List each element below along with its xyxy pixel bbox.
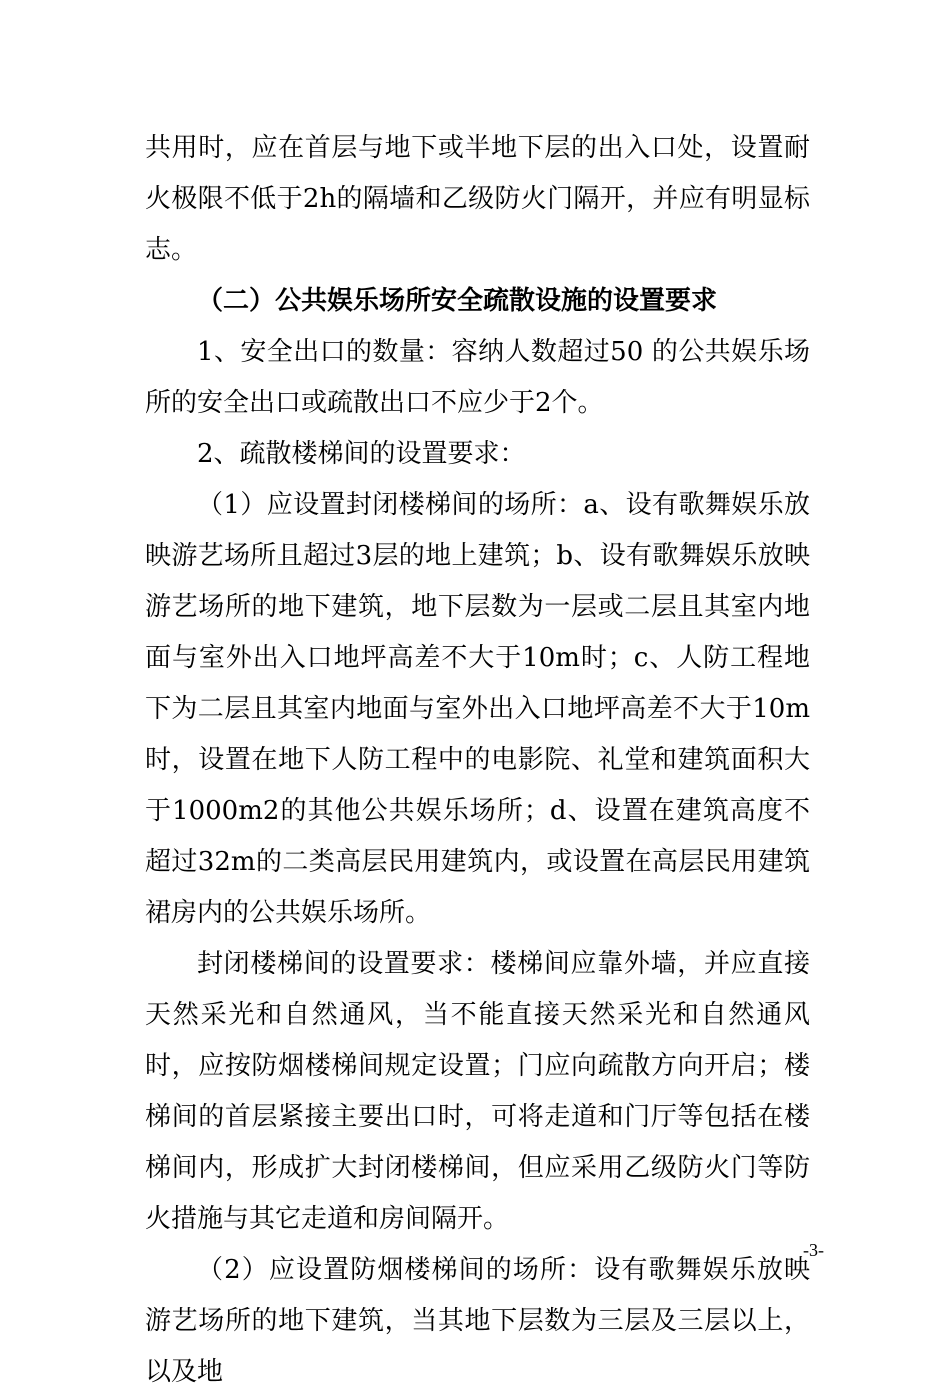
page-number: -3-: [803, 1240, 824, 1260]
section-heading: （二）公共娱乐场所安全疏散设施的设置要求: [197, 286, 718, 316]
paragraph-continuation: 共用时，应在首层与地下或半地下层的出入口处，设置耐火极限不低于2h的隔墙和乙级防火门隔开，并应有明显标志。: [145, 133, 810, 265]
paragraph-stair-requirements: 2、疏散楼梯间的设置要求：: [197, 439, 526, 469]
document-body: [145, 123, 810, 1398]
paragraph-smokeproof-stair-places: （2）应设置防烟楼梯间的场所：设有歌舞娱乐放映游艺场所的地下建筑，当其地下层数为三层及三层以上，以及地: [145, 1255, 810, 1387]
paragraph-exit-count: 1、安全出口的数量：容纳人数超过50 的公共娱乐场所的安全出口或疏散出口不应少于2个。: [145, 337, 810, 418]
paragraph-enclosed-stair-places: （1）应设置封闭楼梯间的场所：a、设有歌舞娱乐放映游艺场所且超过3层的地上建筑；b、设有歌舞娱乐放映游艺场所的地下建筑，地下层数为一层或二层且其室内地面与室外出入口地坪高差不大于10m时；c、人防工程地下为二层且其室内地面与室外出入口地坪高差不大于10m时，设置在地下人防工程中的电影院、礼堂和建筑面积大于1000m2的其他公共娱乐场所；d、设置在建筑高度不超过32m的二类高层民用建筑内，或设置在高层民用建筑裙房内的公共娱乐场所。: [145, 490, 810, 928]
paragraph-enclosed-stair-rules: 封闭楼梯间的设置要求：楼梯间应靠外墙，并应直接天然采光和自然通风，当不能直接天然采光和自然通风时，应按防烟楼梯间规定设置；门应向疏散方向开启；楼梯间的首层紧接主要出口时，可将走道和门厅等包括在楼梯间内，形成扩大封闭楼梯间，但应采用乙级防火门等防火措施与其它走道和房间隔开。: [145, 949, 810, 1234]
